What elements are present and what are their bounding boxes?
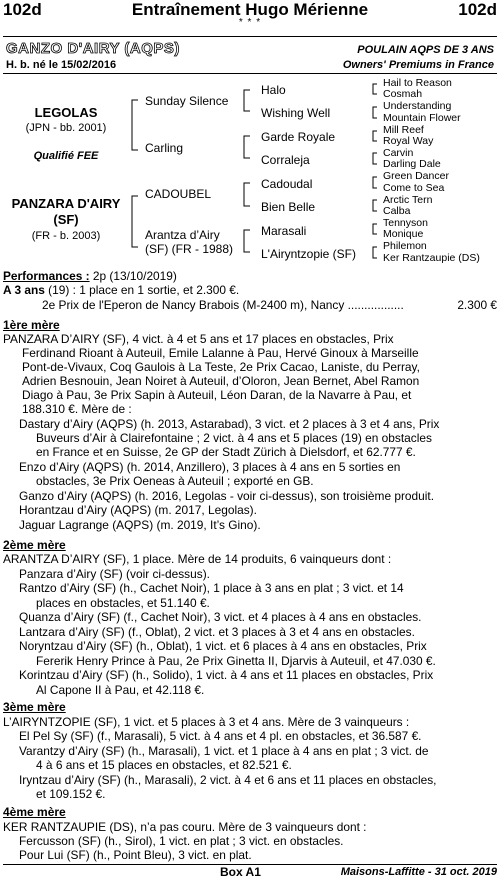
text-line: en France et en Suisse, 2e GP der Stadt Zürich à Dielsdorf, et 62.777 €. [36,445,416,459]
text-line: Ferdinand Rioant à Auteuil, Emile Lalanne à Pau, Hervé Ginoux à Marseille [22,346,419,360]
g2-sire-sire: Sunday Silence [145,94,229,108]
g2-dam-sire: CADOUBEL [145,187,212,201]
g4-item: Mill Reef [383,124,424,136]
horse-type: POULAIN AQPS DE 3 ANS [357,44,494,56]
performances-line [3,270,177,284]
text-line: Ganzo d’Airy (AQPS) (h. 2016, Legolas - voir ci-dessus), son troisième produit. [19,489,435,503]
sire-origin: (JPN - bb. 2001) [25,122,107,134]
g4-item: Tennyson [383,217,428,229]
dam-breed: (SF) [53,212,79,227]
g3-item: Bien Belle [261,200,316,214]
text-line: Fererik Henry Prince à Pau, 2e Prix Ginetta II, Djarvis à Auteuil, et 47.030 €. [36,654,436,668]
section-1ere-mere: 1ère mère [3,318,60,332]
g2-dam-dam: Arantza d’Airy [145,228,220,242]
g4-item: Monique [383,228,424,240]
text-line: et 109.152 €. [36,787,106,801]
g4-item: Come to Sea [383,182,445,194]
age-detail: (19) : 1 place en 1 sortie, et 2.300 €. [48,283,240,297]
age-label: A 3 ans [3,283,45,297]
dam-name: PANZARA D'AIRY [11,196,121,211]
text-line: places en obstacles, et 51.140 €. [36,596,210,610]
text-line: Lantzara d’Airy (SF) (f., Oblat), 2 vict. et 3 places à 3 et 4 ans en obstacles. [19,625,415,639]
g4-item: Philemon [383,240,427,252]
g3-item: Corraleja [261,153,310,167]
page-title: Entraînement Hugo Mérienne [131,0,369,19]
g4-item: Darling Dale [383,158,441,170]
g4-item: Mountain Flower [383,112,461,124]
horse-name: GANZO D'AIRY (AQPS) [6,40,180,57]
g3-item: Halo [261,83,286,97]
performances-summary: 2p (13/10/2019) [92,269,177,283]
text-line: 188.310 €. Mère de : [22,402,132,416]
sire-name: LEGOLAS [34,105,98,120]
g4-item: Green Dancer [383,170,449,182]
text-line: obstacles, 3e Prix Oeneas à Auteuil ; exporté en GB. [36,474,314,488]
lot-number-left: 102d [3,0,42,19]
text-line: Diago à Pau, 3e Prix Sapin à Auteuil, Léon Daran, de la Navarre à Pau, et [22,388,412,402]
g4-item: Arctic Tern [383,194,433,206]
section-3eme-mere: 3ème mère [3,700,66,714]
text-line: Varantzy d’Airy (SF) (h., Marasali), 1 vict. et 1 place à 4 ans en plat ; 3 vict. de [19,744,429,758]
section-4eme-mere: 4ème mère [3,805,66,819]
text-line: KER RANTZAUPIE (DS), n’a pas couru. Mère de 3 vainqueurs dont : [3,820,367,834]
text-line: PANZARA D’AIRY (SF), 4 vict. à 4 et 5 ans et 17 places en obstacles, Prix [3,332,394,346]
text-line: Pont-de-Vivaux, Coq Gaulois à La Teste, 2e Prix Cacao, Laniste, du Perray, [22,360,420,374]
g4-item: Carvin [383,147,414,159]
text-line: Adrien Besnouin, Jean Noiret à Auteuil, d’Oloron, Jean Bernet, Abel Ramon [22,374,420,388]
g3-item: Cadoudal [261,177,313,191]
box-label: Box A1 [220,865,261,879]
g3-item: Garde Royale [261,130,336,144]
race-amount: 2.300 € [457,298,497,312]
horse-description: H. b. né le 15/02/2016 [6,59,117,71]
text-line: Al Capone II à Pau, et 42.118 €. [36,683,205,697]
g4-item: Hail to Reason [383,77,452,89]
owners-premiums: Owners' Premiums in France [342,59,494,71]
sire-qualification: Qualifié FEE [33,150,99,162]
text-line: Noryntzau d’Airy (SF) (h., Oblat), 1 vict. et 6 places à 4 ans en obstacles, Prix [19,639,427,653]
text-line: Enzo d’Airy (AQPS) (h. 2014, Anzillero), 3 places à 4 ans en 5 sorties en [19,460,401,474]
g4-item: Royal Way [383,135,434,147]
performances-title: Performances : [3,269,90,283]
g4-item: Cosmah [383,88,423,100]
g4-item: Understanding [383,100,452,112]
title-stars: * * * [238,17,262,28]
text-line: 4 à 6 ans et 15 places en obstacles, et 82.521 €. [36,758,292,772]
text-line: Jaguar Lagrange (AQPS) (m. 2019, It’s Gino). [19,518,261,532]
g2-dam-dam-origin: (SF) (FR - 1988) [145,242,234,256]
text-line: L’AIRYNTZOPIE (SF), 1 vict. et 5 places à 3 et 4 ans. Mère de 3 vainqueurs : [3,715,410,729]
text-line: El Pel Sy (SF) (f., Marasali), 5 vict. à 4 ans et 4 pl. en obstacles, et 36.587 €. [19,729,422,743]
race-line: 2e Prix de l'Eperon de Nancy Brabois (M-2400 m), Nancy ................. [42,298,404,312]
section-2eme-mere: 2ème mère [3,538,66,552]
dam-origin: (FR - b. 2003) [31,230,101,242]
text-line: Korintzau d’Airy (SF) (h., Solido), 1 vict. à 4 ans et 11 places en obstacles, Prix [19,668,434,682]
lot-number-right: 102d [458,0,497,19]
age-line [3,284,239,298]
text-line: ARANTZA D’AIRY (SF), 1 place. Mère de 14 produits, 6 vainqueurs dont : [3,552,392,566]
text-line: Pour Lui (SF) (h., Point Bleu), 3 vict. en plat. [19,848,252,862]
g4-item: Ker Rantzaupie (DS) [383,252,480,264]
g2-sire-dam: Carling [145,141,184,155]
g3-item: Wishing Well [261,106,331,120]
text-line: Panzara d’Airy (SF) (voir ci-dessus). [19,567,210,581]
text-line: Fercusson (SF) (h., Sirol), 1 vict. en plat ; 3 vict. en obstacles. [19,834,344,848]
text-line: Rantzo d’Airy (SF) (h., Cachet Noir), 1 place à 3 ans en plat ; 3 vict. et 14 [19,581,404,595]
g3-item: L'Airyntzopie (SF) [261,247,356,261]
text-line: Horantzau d’Airy (AQPS) (m. 2017, Legolas). [19,503,257,517]
text-line: Dastary d’Airy (AQPS) (h. 2013, Astarabad), 3 vict. et 2 places à 3 et 4 ans, Prix [19,417,440,431]
text-line: Iryntzau d’Airy (SF) (h., Marasali), 2 vict. à 4 et 6 ans et 11 places en obstacles, [19,773,437,787]
g4-item: Calba [383,205,411,217]
text-line: Quanza d’Airy (SF) (f., Cachet Noir), 3 vict. et 4 places à 4 ans en obstacles. [19,610,422,624]
text-line: Buveurs d’Air à Clairefontaine ; 2 vict. à 4 ans et 5 places (19) en obstacles [36,431,432,445]
g3-item: Marasali [261,224,307,238]
sale-info: Maisons-Laffitte - 31 oct. 2019 [340,866,497,878]
